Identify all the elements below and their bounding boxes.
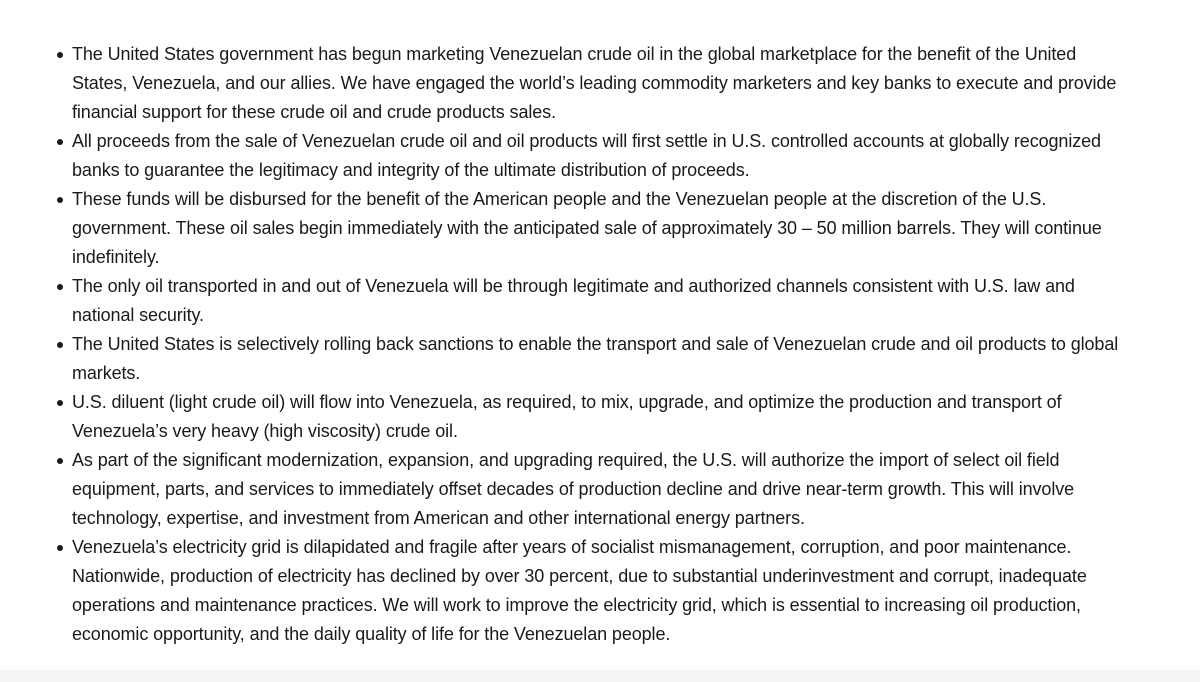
list-item [72,330,1132,388]
bullet-icon [57,458,63,464]
bullet-icon [57,284,63,290]
list-item-text: The only oil transported in and out of Venezuela will be through legitimate and authorized channels consistent with U.S. law and national security. [72,276,1075,325]
list-item [72,533,1132,649]
list-item [72,446,1132,533]
list-item-text: Venezuela’s electricity grid is dilapidated and fragile after years of socialist mismanagement, corruption, and poor maintenance. Nationwide, production of electricity has declined by over 30 percent, due to substantial underinvestment and corrupt, inadequate operations and maintenance practices. We will work to improve the electricity grid, which is essential to increasing oil production, economic opportunity, and the daily quality of life for the Venezuelan people. [72,537,1087,644]
list-item-text: All proceeds from the sale of Venezuelan crude oil and oil products will first settle in U.S. controlled accounts at globally recognized banks to guarantee the legitimacy and integrity of the ultimate distribution of proceeds. [72,131,1101,180]
bullet-icon [57,52,63,58]
bullet-icon [57,342,63,348]
list-item [72,388,1132,446]
list-item-text: The United States government has begun marketing Venezuelan crude oil in the global marketplace for the benefit of the United States, Venezuela, and our allies. We have engaged the world’s leading commodity marketers and key banks to execute and provide financial support for these crude oil and crude products sales. [72,44,1117,122]
page-bottom-edge [0,670,1200,682]
bullet-list [0,40,1132,649]
list-item [72,40,1132,127]
list-item-text: U.S. diluent (light crude oil) will flow into Venezuela, as required, to mix, upgrade, and optimize the production and transport of Venezuela’s very heavy (high viscosity) crude oil. [72,392,1062,441]
bullet-icon [57,400,63,406]
list-item [72,127,1132,185]
list-item-text: The United States is selectively rolling back sanctions to enable the transport and sale of Venezuelan crude and oil products to global markets. [72,334,1119,383]
list-item [72,185,1132,272]
document-body [0,40,1200,649]
list-item-text: As part of the significant modernization, expansion, and upgrading required, the U.S. will authorize the import of select oil field equipment, parts, and services to immediately offset decades of production decline and drive near-term growth. This will involve technology, expertise, and investment from American and other international energy partners. [72,450,1075,528]
bullet-icon [57,139,63,145]
bullet-icon [57,197,63,203]
list-item [72,272,1132,330]
bullet-icon [57,545,63,551]
list-item-text: These funds will be disbursed for the benefit of the American people and the Venezuelan people at the discretion of the U.S. government. These oil sales begin immediately with the anticipated sale of approximately 30 – 50 million barrels. They will continue indefinitely. [72,189,1102,267]
